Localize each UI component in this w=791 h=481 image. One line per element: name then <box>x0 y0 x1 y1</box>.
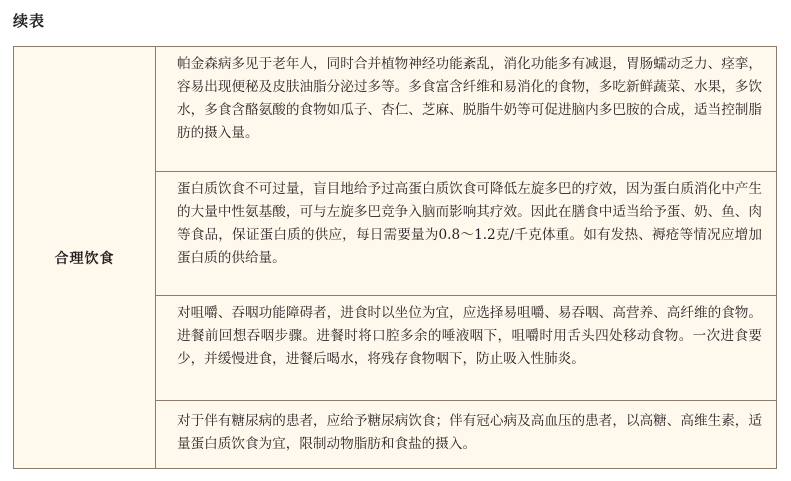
table-cell-protein-intake: 蛋白质饮食不可过量，盲目地给予过高蛋白质饮食可降低左旋多巴的疗效，因为蛋白质消化中产生的大量中性氨基酸，可与左旋多巴竞争入脑而影响其疗效。因此在膳食中适当给予蛋、奶、鱼、肉等食品，保证蛋白质的供应，每日需要量为0.8～1.2克/千克体重。如有发热、褥疮等情况应增加蛋白质的供给量。 <box>156 171 776 295</box>
diet-table <box>13 46 777 469</box>
page-heading: 续表 <box>13 12 46 30</box>
row-header-reasonable-diet: 合理饮食 <box>14 47 156 468</box>
table-cell-comorbidity-diet: 对于伴有糖尿病的患者，应给予糖尿病饮食；伴有冠心病及高血压的患者，以高糖、高维生素，适量蛋白质饮食为宜，限制动物脂肪和食盐的摄入。 <box>156 400 776 468</box>
table-cell-digestion-diet: 帕金森病多见于老年人，同时合并植物神经功能紊乱，消化功能多有减退，胃肠蠕动乏力、痉挛，容易出现便秘及皮肤油脂分泌过多等。多食富含纤维和易消化的食物，多吃新鲜蔬菜、水果，多饮水，多食含酪氨酸的食物如瓜子、杏仁、芝麻、脱脂牛奶等可促进脑内多巴胺的合成，适当控制脂肪的摄入量。 <box>177 56 762 141</box>
table-cells <box>156 47 776 468</box>
table-cell-swallowing-difficulty: 对咀嚼、吞咽功能障碍者，进食时以坐位为宜，应选择易咀嚼、易吞咽、高营养、高纤维的食物。进餐前回想吞咽步骤。进餐时将口腔多余的唾液咽下，咀嚼时用舌头四处移动食物。一次进食要少，并缓慢进食，进餐后喝水，将残存食物咽下，防止吸入性肺炎。 <box>156 295 776 400</box>
